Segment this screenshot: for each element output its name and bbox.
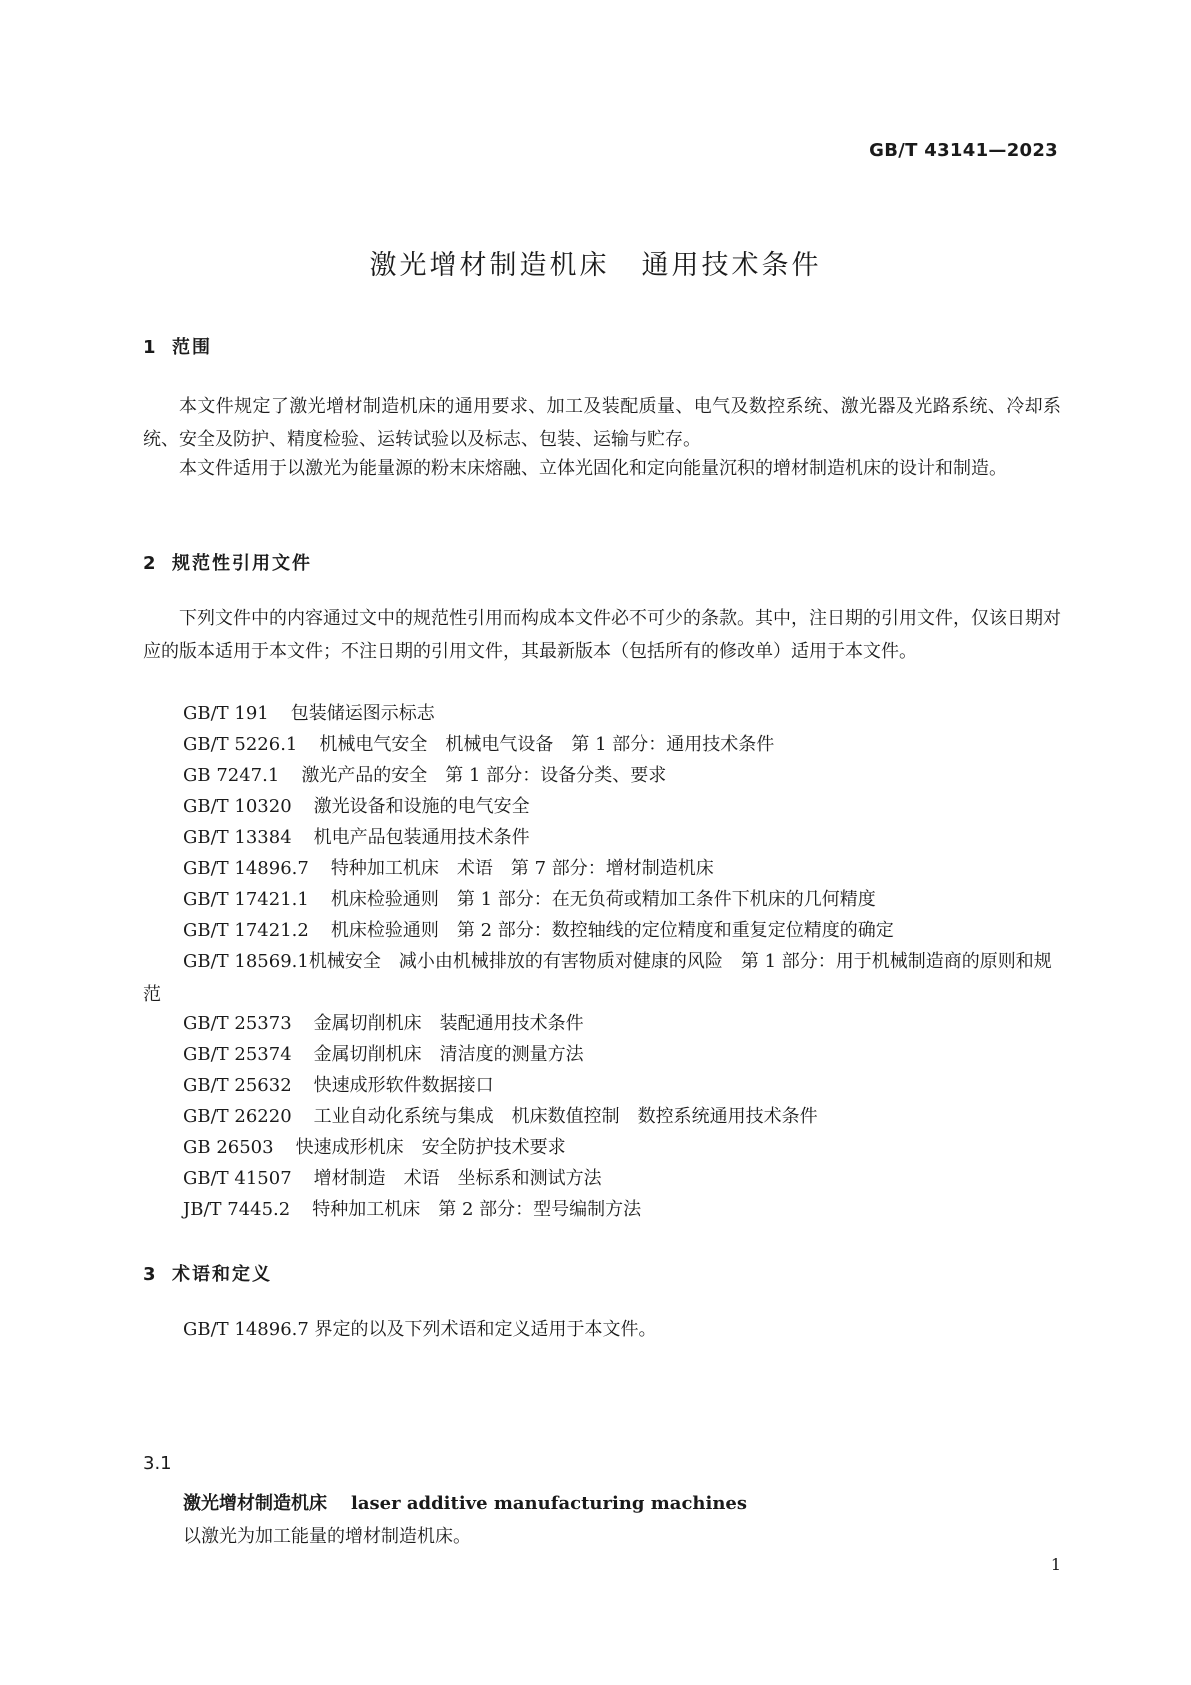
- reference-item: [183, 852, 1061, 885]
- reference-title: 包装储运图示标志: [290, 703, 435, 724]
- reference-code: GB/T 14896.7: [183, 858, 309, 879]
- reference-item: [183, 1162, 1061, 1195]
- reference-title: 机械电气安全 机械电气设备 第 1 部分：通用技术条件: [319, 734, 775, 755]
- section-number: 1: [143, 337, 158, 358]
- document-title: [0, 243, 1191, 282]
- paragraph: 本文件适用于以激光为能量源的粉末床熔融、立体光固化和定向能量沉积的增材制造机床的设计和制造。: [179, 458, 1007, 479]
- reference-item: [183, 697, 1061, 730]
- reference-code: GB/T 191: [183, 703, 269, 724]
- reference-code: GB/T 18569.1: [183, 951, 309, 972]
- reference-title: 激光设备和设施的电气安全: [313, 796, 530, 817]
- reference-title: 增材制造 术语 坐标系和测试方法: [313, 1168, 602, 1189]
- reference-item: [183, 1131, 1061, 1164]
- reference-title: 机床检验通则 第 2 部分：数控轴线的定位精度和重复定位精度的确定: [330, 920, 894, 941]
- reference-code: GB/T 41507: [183, 1168, 292, 1189]
- reference-code: GB/T 13384: [183, 827, 292, 848]
- section-1-heading: [143, 333, 212, 359]
- reference-item: [183, 914, 1061, 947]
- paragraph: 下列文件中的内容通过文中的规范性引用而构成本文件必不可少的条款。其中，注日期的引用文件，仅该日期对应的版本适用于本文件；不注日期的引用文件，其最新版本（包括所有的修改单）适用于本文件。: [143, 608, 1061, 662]
- term-name-zh: 激光增材制造机床: [183, 1493, 327, 1514]
- section-number: 2: [143, 553, 158, 574]
- title-part-2: 通用技术条件: [641, 250, 822, 281]
- paragraph: 本文件规定了激光增材制造机床的通用要求、加工及装配质量、电气及数控系统、激光器及光路系统、冷却系统、安全及防护、精度检验、运转试验以及标志、包装、运输与贮存。: [143, 396, 1061, 450]
- reference-code: JB/T 7445.2: [183, 1199, 291, 1220]
- reference-code: GB/T 17421.2: [183, 920, 309, 941]
- reference-item: [183, 1193, 1061, 1226]
- reference-title: 机械安全 减小由机械排放的有害物质对健康的风险 第 1 部分：用于机械制造商的原则和规范: [143, 951, 1052, 1005]
- reference-title: 特种加工机床 第 2 部分：型号编制方法: [312, 1199, 642, 1220]
- reference-title: 特种加工机床 术语 第 7 部分：增材制造机床: [330, 858, 714, 879]
- reference-code: GB/T 25632: [183, 1075, 292, 1096]
- reference-code: GB 26503: [183, 1137, 274, 1158]
- reference-code: GB/T 10320: [183, 796, 292, 817]
- title-part-1: 激光增材制造机床: [369, 250, 610, 281]
- standard-number: GB/T 43141—2023: [869, 140, 1058, 161]
- reference-item: [183, 821, 1061, 854]
- section-title: 术语和定义: [172, 1264, 272, 1285]
- reference-title: 机电产品包装通用技术条件: [313, 827, 530, 848]
- reference-item: [183, 1069, 1061, 1102]
- section-2-heading: [143, 549, 312, 575]
- reference-code: GB/T 17421.1: [183, 889, 309, 910]
- reference-item: [183, 1007, 1061, 1040]
- reference-item: [183, 883, 1061, 916]
- reference-code: GB/T 5226.1: [183, 734, 298, 755]
- reference-item: [183, 1038, 1061, 1071]
- reference-item: [183, 759, 1061, 792]
- term-definition: 以激光为加工能量的增材制造机床。: [183, 1526, 471, 1547]
- reference-item: [183, 790, 1061, 823]
- term-name-en: laser additive manufacturing machines: [351, 1493, 748, 1514]
- reference-title: 快速成形机床 安全防护技术要求: [295, 1137, 566, 1158]
- reference-code: GB/T 26220: [183, 1106, 292, 1127]
- section-title: 规范性引用文件: [172, 553, 312, 574]
- reference-title: 机床检验通则 第 1 部分：在无负荷或精加工条件下机床的几何精度: [330, 889, 876, 910]
- section-title: 范围: [172, 337, 212, 358]
- reference-code: GB/T 25373: [183, 1013, 292, 1034]
- reference-code: GB/T 25374: [183, 1044, 292, 1065]
- section-number: 3: [143, 1264, 158, 1285]
- reference-title: 金属切削机床 装配通用技术条件: [313, 1013, 584, 1034]
- page-number: 1: [1050, 1555, 1061, 1574]
- reference-title: 快速成形软件数据接口: [313, 1075, 494, 1096]
- term-name: [183, 1489, 747, 1515]
- reference-title: 金属切削机床 清洁度的测量方法: [313, 1044, 584, 1065]
- reference-item: [183, 728, 1061, 761]
- reference-title: 激光产品的安全 第 1 部分：设备分类、要求: [301, 765, 667, 786]
- section-3-heading: [143, 1260, 272, 1286]
- term-number: 3.1: [143, 1453, 172, 1474]
- reference-code: GB 7247.1: [183, 765, 280, 786]
- reference-item: [143, 945, 1061, 1011]
- paragraph: GB/T 14896.7 界定的以及下列术语和定义适用于本文件。: [183, 1319, 657, 1340]
- reference-item: [183, 1100, 1061, 1133]
- reference-title: 工业自动化系统与集成 机床数值控制 数控系统通用技术条件: [313, 1106, 818, 1127]
